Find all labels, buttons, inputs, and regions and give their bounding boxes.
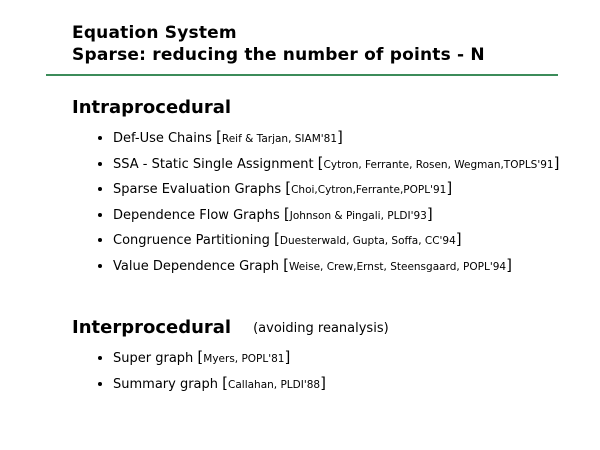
item-text: SSA - Static Single Assignment <box>113 156 318 172</box>
item-reference: Reif & Tarjan, SIAM'81 <box>221 133 338 145</box>
item-reference: Choi,Cytron,Ferrante,POPL'91 <box>291 184 447 196</box>
item-text: Sparse Evaluation Graphs <box>113 182 286 197</box>
item-reference: Duesterwald, Gupta, Soffa, CC'94 <box>279 235 456 247</box>
bullet-icon <box>98 356 102 360</box>
bullet-icon <box>98 382 102 386</box>
bullet-icon <box>98 238 102 242</box>
bullet-icon <box>98 264 102 268</box>
section-heading-intraprocedural <box>72 97 231 118</box>
item-text: Congruence Partitioning <box>113 233 275 248</box>
item-text: Dependence Flow Graphs <box>113 207 284 223</box>
section-heading-interprocedural <box>72 317 389 338</box>
item-reference: Callahan, PLDI'88 <box>228 378 321 391</box>
section-note: (avoiding reanalysis) <box>253 321 389 336</box>
section-heading-text: Interprocedural <box>72 317 232 338</box>
intraprocedural-list <box>94 130 564 283</box>
item-text: Def-Use Chains <box>113 131 217 146</box>
item-reference: Johnson & Pingali, PLDI'93 <box>289 209 427 222</box>
list-item: Def-Use Chains [Reif & Tarjan, SIAM'81] <box>94 130 564 147</box>
item-text: Summary graph <box>113 376 223 392</box>
bullet-icon <box>98 187 102 191</box>
section-heading-text: Intraprocedural <box>72 97 232 118</box>
slide-title <box>72 22 485 66</box>
list-item: Super graph [Myers, POPL'81] <box>94 350 564 367</box>
bullet-icon <box>98 136 102 140</box>
title-line-1: Equation System <box>72 23 237 43</box>
list-item: Value Dependence Graph [Weise, Crew,Ernst, Steensgaard, POPL'94] <box>94 258 564 275</box>
title-line-2: Sparse: reducing the number of points - N <box>72 45 485 65</box>
item-reference: Myers, POPL'81 <box>203 353 285 365</box>
item-text: Super graph <box>113 351 198 366</box>
item-reference: Cytron, Ferrante, Rosen, Wegman,TOPLS'91 <box>323 158 554 171</box>
list-item: Dependence Flow Graphs [Johnson & Pingali, PLDI'93] <box>94 207 564 224</box>
item-reference: Weise, Crew,Ernst, Steensgaard, POPL'94 <box>288 260 507 273</box>
list-item: Sparse Evaluation Graphs [Choi,Cytron,Ferrante,POPL'91] <box>94 181 564 198</box>
list-item: SSA - Static Single Assignment [Cytron, Ferrante, Rosen, Wegman,TOPLS'91] <box>94 156 564 173</box>
list-item: Summary graph [Callahan, PLDI'88] <box>94 376 564 393</box>
bullet-icon <box>98 213 102 217</box>
bullet-icon <box>98 162 102 166</box>
item-text: Value Dependence Graph <box>113 258 284 274</box>
list-item: Congruence Partitioning [Duesterwald, Gupta, Soffa, CC'94] <box>94 232 564 249</box>
title-divider <box>46 74 558 76</box>
interprocedural-list <box>94 350 564 401</box>
